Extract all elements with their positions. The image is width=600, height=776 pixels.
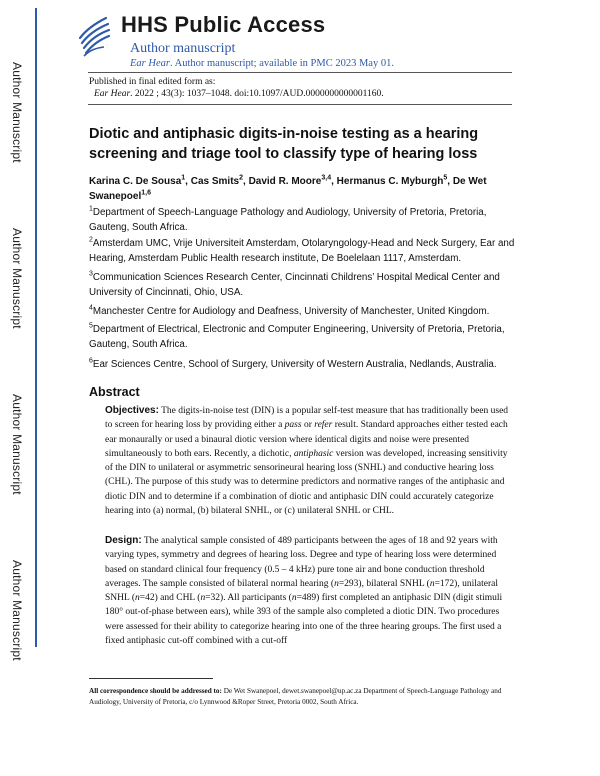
- author-list: Karina C. De Sousa$^1$, Cas Smits$^2$, David R. Moore$^{3,4}$, Hermanus C. Myburgh$^5$, De Wet Swanepoel$^{1,6}$: [89, 174, 487, 202]
- article-title: Diotic and antiphasic digits-in-noise testing as a hearing screening and triage tool to classify type of hearing loss: [89, 126, 479, 162]
- author-name: Hermanus C. Myburgh: [336, 176, 444, 187]
- abstract-heading: Abstract: [89, 385, 140, 399]
- hhs-eagle-logo: [76, 12, 112, 60]
- affiliation-2: $^2$Amsterdam UMC, Vrije Universiteit Amsterdam, Otolaryngology-Head and Neck Surgery, Ear and Hearing, Amsterdam Public Health research institute, De Boelelaan 1117, Amsterdam.: [89, 236, 515, 264]
- affiliation-4: $^4$Manchester Centre for Audiology and Deafness, University of Manchester, United Kingdom.: [89, 304, 490, 317]
- journal-availability-line: Ear Hear. Author manuscript; available in PMC 2023 May 01.: [130, 58, 394, 69]
- header-divider: [88, 72, 512, 73]
- affiliation-6: $^6$Ear Sciences Centre, School of Surgery, University of Western Australia, Nedlands, Australia.: [89, 357, 497, 370]
- sidebar-label: Author Manuscript: [10, 560, 24, 661]
- affiliation-3: $^3$Communication Sciences Research Center, Cincinnati Childrens’ Hospital Medical Center and University of Cincinnati, Ohio, USA.: [89, 270, 500, 298]
- citation-line: Ear Hear. 2022 ; 43(3): 1037–1048. doi:10.1097/AUD.0000000000001160.: [94, 89, 384, 99]
- left-vertical-rule: [35, 8, 37, 647]
- sidebar-label: Author Manuscript: [10, 62, 24, 163]
- author-name: Cas Smits: [190, 176, 240, 187]
- hhs-title: HHS Public Access: [121, 12, 326, 37]
- correspondence-footnote: All correspondence should be addressed to: De Wet Swanepoel, dewet.swanepoel@up.ac.za Department of Speech-Language Pathology and Audiology, University of Pretoria, c/o Lynnwood &Roper Street, Pretoria 0002, South Africa.: [89, 687, 502, 706]
- author-name: David R. Moore: [248, 176, 322, 187]
- affiliation-1: $^1$Department of Speech-Language Pathology and Audiology, University of Pretoria, Pretoria, Gauteng, South Africa.: [89, 205, 487, 233]
- published-line: Published in final edited form as:: [89, 77, 216, 87]
- abstract-design: Design: The analytical sample consisted of 489 participants between the ages of 18 and 92 years with varying types, symmetry and degrees of hearing loss. Degree and type of hearing loss were determined based on standard clinical four frequency (0.5 – 4 kHz) pure tone air and bone conduction threshold averages. The sample consisted of bilateral normal hearing (n=293), bilateral SNHL (n=172), unilateral SNHL (n=42) and CHL (n=32). All participants (n=489) first completed an antiphasic DIN (digit stimuli 180° out-of-phase between ears), while 393 of the sample also completed a diotic DIN. Two procedures were assessed for their ability to categorize hearing into one of the three hearing groups. The first used a fixed antiphasic cut-off combined with a cut-off: [105, 535, 503, 647]
- author-name: Karina C. De Sousa: [89, 176, 182, 187]
- sidebar-label: Author Manuscript: [10, 228, 24, 329]
- affiliation-5: $^5$Department of Electrical, Electronic and Computer Engineering, University of Pretoria, Pretoria, Gauteng, South Africa.: [89, 322, 505, 350]
- citation-divider: [88, 104, 512, 105]
- sidebar-label: Author Manuscript: [10, 394, 24, 495]
- author-name: De Wet Swanepoel: [89, 176, 487, 202]
- author-manuscript-subtitle: Author manuscript: [130, 41, 236, 56]
- abstract-objectives: Objectives: The digits-in-noise test (DIN) is a popular self-test measure that has traditionally been used to screen for hearing loss by providing either a pass or refer result. Standard approaches either tested each ear monaurally or used a binaural diotic version where identical digits and noise were presented simultaneously to both ears. Recently, a dichotic, antiphasic version was developed, increasing sensitivity of the DIN to unilateral or asymmetric sensorineural hearing loss (SNHL) and conductive hearing loss (CHL). The purpose of this study was to determine predictors and normative ranges of the antiphasic and diotic DIN and to determine if a combination of diotic and antiphasic DIN could accurately categorize hearing into (a) normal, (b) bilateral SNHL, or (c) unilateral SNHL or CHL.: [105, 405, 509, 517]
- footnote-divider: [89, 678, 213, 679]
